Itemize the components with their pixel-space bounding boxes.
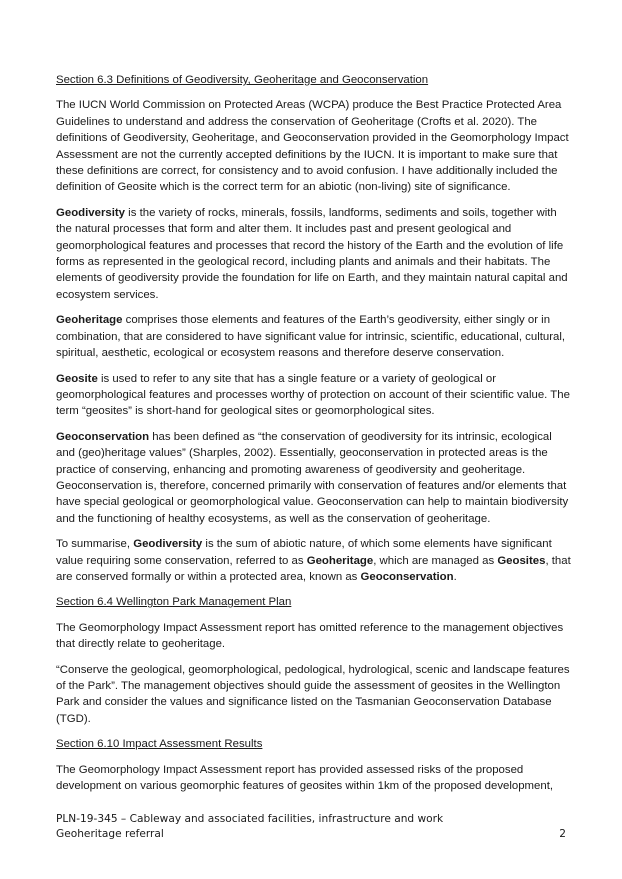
footer-reference: PLN-19-345 – Cableway and associated facilities, infrastructure and work [56, 813, 444, 825]
section-6-10-paragraph-1: The Geomorphology Impact Assessment report has provided assessed risks of the proposed development on various geomorphic features of geosites within 1km of the proposed development, [56, 763, 554, 793]
summary-term-geosites: Geosites [497, 554, 546, 567]
section-6-10-heading: Section 6.10 Impact Assessment Results [56, 738, 263, 751]
section-6-4-paragraph-1: The Geomorphology Impact Assessment report has omitted reference to the management objectives that directly relate to geoheritage. [56, 621, 564, 651]
summary-term-geoconservation: Geoconservation [360, 570, 454, 583]
summary-text-5: . [453, 570, 457, 583]
geodiversity-text: is the variety of rocks, minerals, fossils, landforms, sediments and soils, together with the natural processes that form and alter them. It includes past and present geological and geomorphological features and processes that record the history of the Earth and the evolution of life forms as represented in the geological record, including plants and animals and their habitats. The elements of geodiversity provide the foundation for life on Earth, and they maintain natural capital and ecosystem services. [56, 206, 568, 301]
footer-document-title: Geoheritage referral [56, 828, 164, 840]
geoheritage-term: Geoheritage [56, 314, 123, 327]
summary-term-geoheritage: Geoheritage [306, 554, 374, 567]
page-body [56, 72, 572, 803]
page-number: 2 [559, 828, 566, 840]
geoconservation-text: has been defined as “the conservation of geodiversity for its intrinsic, ecological and (geo)heritage values” (Sharples, 2002). Essentially, geoconservation in protected areas is the practice of conserving, enhancing and promoting awareness of geodiversity and geoheritage. Geoconservation is, therefore, concerned primarily with conservation of features and/or elements that have special geological or geomorphological value. Geoconservation can help to maintain biodiversity and the functioning of healthy ecosystems, as well as the conservation of geoheritage. [56, 430, 569, 525]
section-6-3-intro: The IUCN World Commission on Protected Areas (WCPA) produce the Best Practice Protected Area Guidelines to understand and address the conservation of Geoheritage (Crofts et al. 2020). The definitions of Geodiversity, Geoheritage, and Geoconservation provided in the Geomorphology Impact Assessment are not the currently accepted definitions by the IUCN. It is important to make sure that these definitions are correct, for consistency and to avoid confusion. I have additionally included the definition of Geosite which is the correct term for an abiotic (non-living) site of significance. [56, 99, 569, 194]
geosite-definition [56, 371, 572, 420]
geoheritage-definition [56, 312, 572, 361]
geodiversity-term: Geodiversity [56, 206, 126, 219]
geodiversity-definition [56, 205, 572, 303]
geoconservation-term: Geoconservation [56, 430, 150, 443]
summary-term-geodiversity: Geodiversity [133, 538, 203, 551]
summary-text-2: is the sum of abiotic nature, of which some elements have significant value requiring some conservation, referred to as [56, 538, 552, 567]
summary-paragraph [56, 536, 572, 585]
summary-text-1: To summarise, [56, 538, 134, 551]
section-6-4-paragraph-2: “Conserve the geological, geomorphological, pedological, hydrological, scenic and landscape features of the Park”. The management objectives should guide the assessment of geosites in the Wellington Park and consider the values and significance listed on the Tasmanian Geoconservation Database (TGD). [56, 663, 570, 725]
summary-text-4: , that are conserved formally or within a protected area, known as [56, 554, 571, 583]
geosite-term: Geosite [56, 372, 98, 385]
geoconservation-definition [56, 429, 572, 527]
section-6-3-heading: Section 6.3 Definitions of Geodiversity, Geoheritage and Geoconservation [56, 74, 429, 86]
summary-text-3: , which are managed as [373, 554, 498, 567]
page-footer [56, 812, 566, 842]
geoheritage-text: comprises those elements and features of the Earth’s geodiversity, either singly or in combination, that are considered to have significant value for intrinsic, scientific, educational, cultural, spiritual, aesthetic, ecological or ecosystem reasons and therefore deserve conservation. [56, 314, 566, 360]
geosite-text: is used to refer to any site that has a single feature or a variety of geological or geomorphological features and processes worthy of protection on account of their scientific value. The term “geosites” is short-hand for geological sites or geomorphological sites. [56, 372, 570, 418]
section-6-4-heading: Section 6.4 Wellington Park Management Plan [56, 596, 292, 609]
